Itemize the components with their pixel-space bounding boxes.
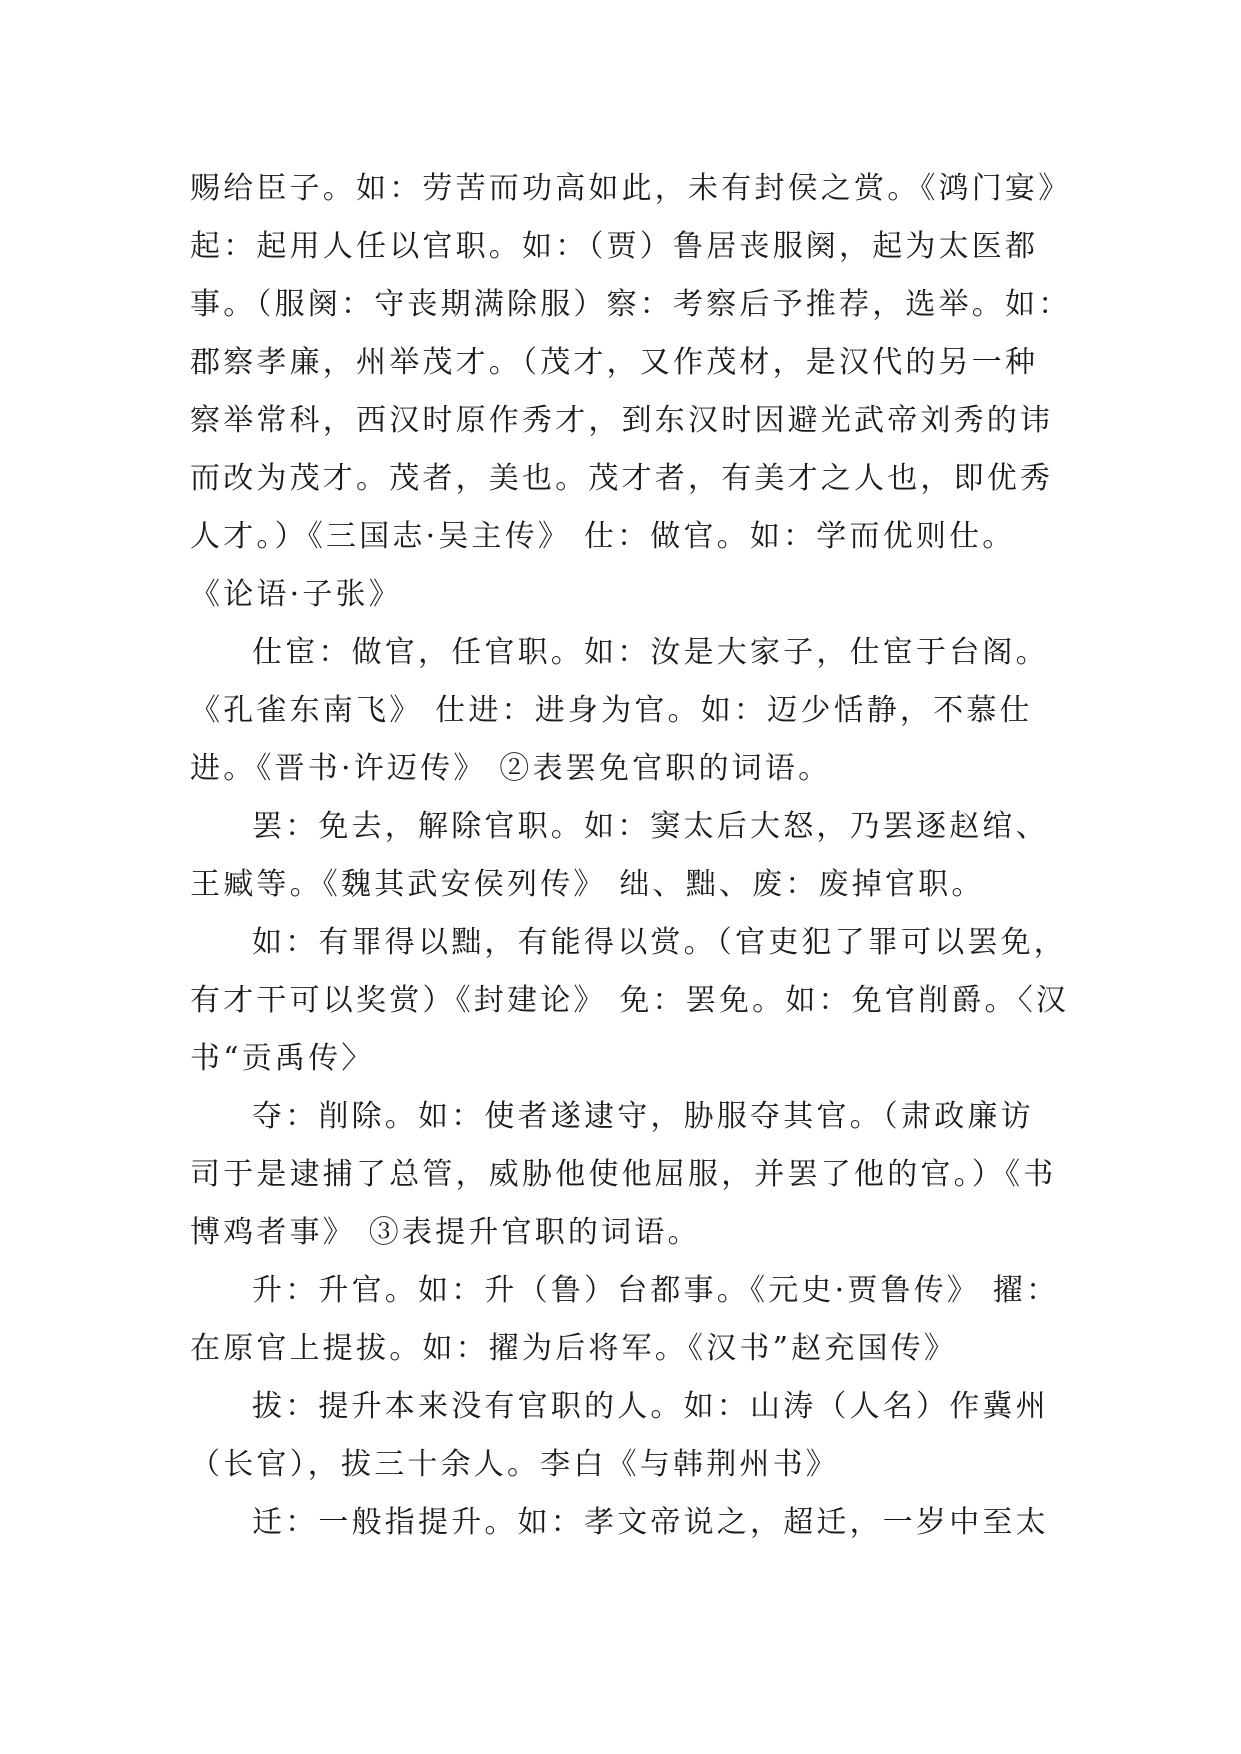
text-line: 而改为茂才。茂者，美也。茂才者，有美才之人也，即优秀 <box>190 461 1054 496</box>
text-line: 仕宦：做官，任官职。如：汝是大家子，仕宦于台阁。 <box>252 635 1049 670</box>
text-line: 升：升官。如：升（鲁）台都事。《元史·贾鲁传》 擢： <box>252 1273 1060 1308</box>
text-line: 有才干可以奖赏）《封建论》 免：罢免。如：免官削爵。〈汉 <box>190 983 1070 1018</box>
text-line: 王臧等。《魏其武安侯列传》 绌、黜、废：废掉官职。 <box>190 867 985 902</box>
text-line: 《孔雀东南飞》 仕进：进身为官。如：迈少恬静，不慕仕 <box>190 693 1033 728</box>
text-line: 赐给臣子。如：劳苦而功高如此，未有封侯之赏。《鸿门宴》 <box>190 171 1072 206</box>
text-line: 罢：免去，解除官职。如：窦太后大怒，乃罢逐赵绾、 <box>252 809 1049 844</box>
text-line: 郡察孝廉，州举茂才。（茂才，又作茂材，是汉代的另一种 <box>190 345 1039 380</box>
document-body <box>190 160 1072 1552</box>
text-line: 人才。）《三国志·吴主传》 仕：做官。如：学而优则仕。 <box>190 519 1016 554</box>
text-line: 起：起用人任以官职。如：（贾）鲁居丧服阕，起为太医都 <box>190 229 1039 264</box>
text-line: 事。（服阕：守丧期满除服）察：考察后予推荐，选举。如： <box>190 287 1072 322</box>
text-line: 书“贡禹传〉 <box>190 1041 375 1076</box>
text-line: 《论语·子张》 <box>190 577 402 612</box>
text-line: 如：有罪得以黜，有能得以赏。（官吏犯了罪可以罢免， <box>252 925 1067 960</box>
text-line: （长官），拔三十余人。李白《与韩荆州书》 <box>190 1447 839 1482</box>
text-line: 拔：提升本来没有官职的人。如：山涛（人名）作冀州 <box>252 1389 1049 1424</box>
text-line: 司于是逮捕了总管，威胁他使他屈服，并罢了他的官。）《书 <box>190 1157 1057 1192</box>
text-line: 进。《晋书·许迈传》 ②表罢免官职的词语。 <box>190 751 832 786</box>
text-line: 察举常科，西汉时原作秀才，到东汉时因避光武帝刘秀的讳 <box>190 403 1054 438</box>
text-line: 夺：削除。如：使者遂逮守，胁服夺其官。（肃政廉访 <box>252 1099 1034 1134</box>
text-line: 迁：一般指提升。如：孝文帝说之，超迁，一岁中至太 <box>252 1505 1049 1540</box>
text-line: 博鸡者事》 ③表提升官职的词语。 <box>190 1215 701 1250</box>
text-line: 在原官上提拔。如：擢为后将军。《汉书”赵充国传》 <box>190 1331 958 1366</box>
